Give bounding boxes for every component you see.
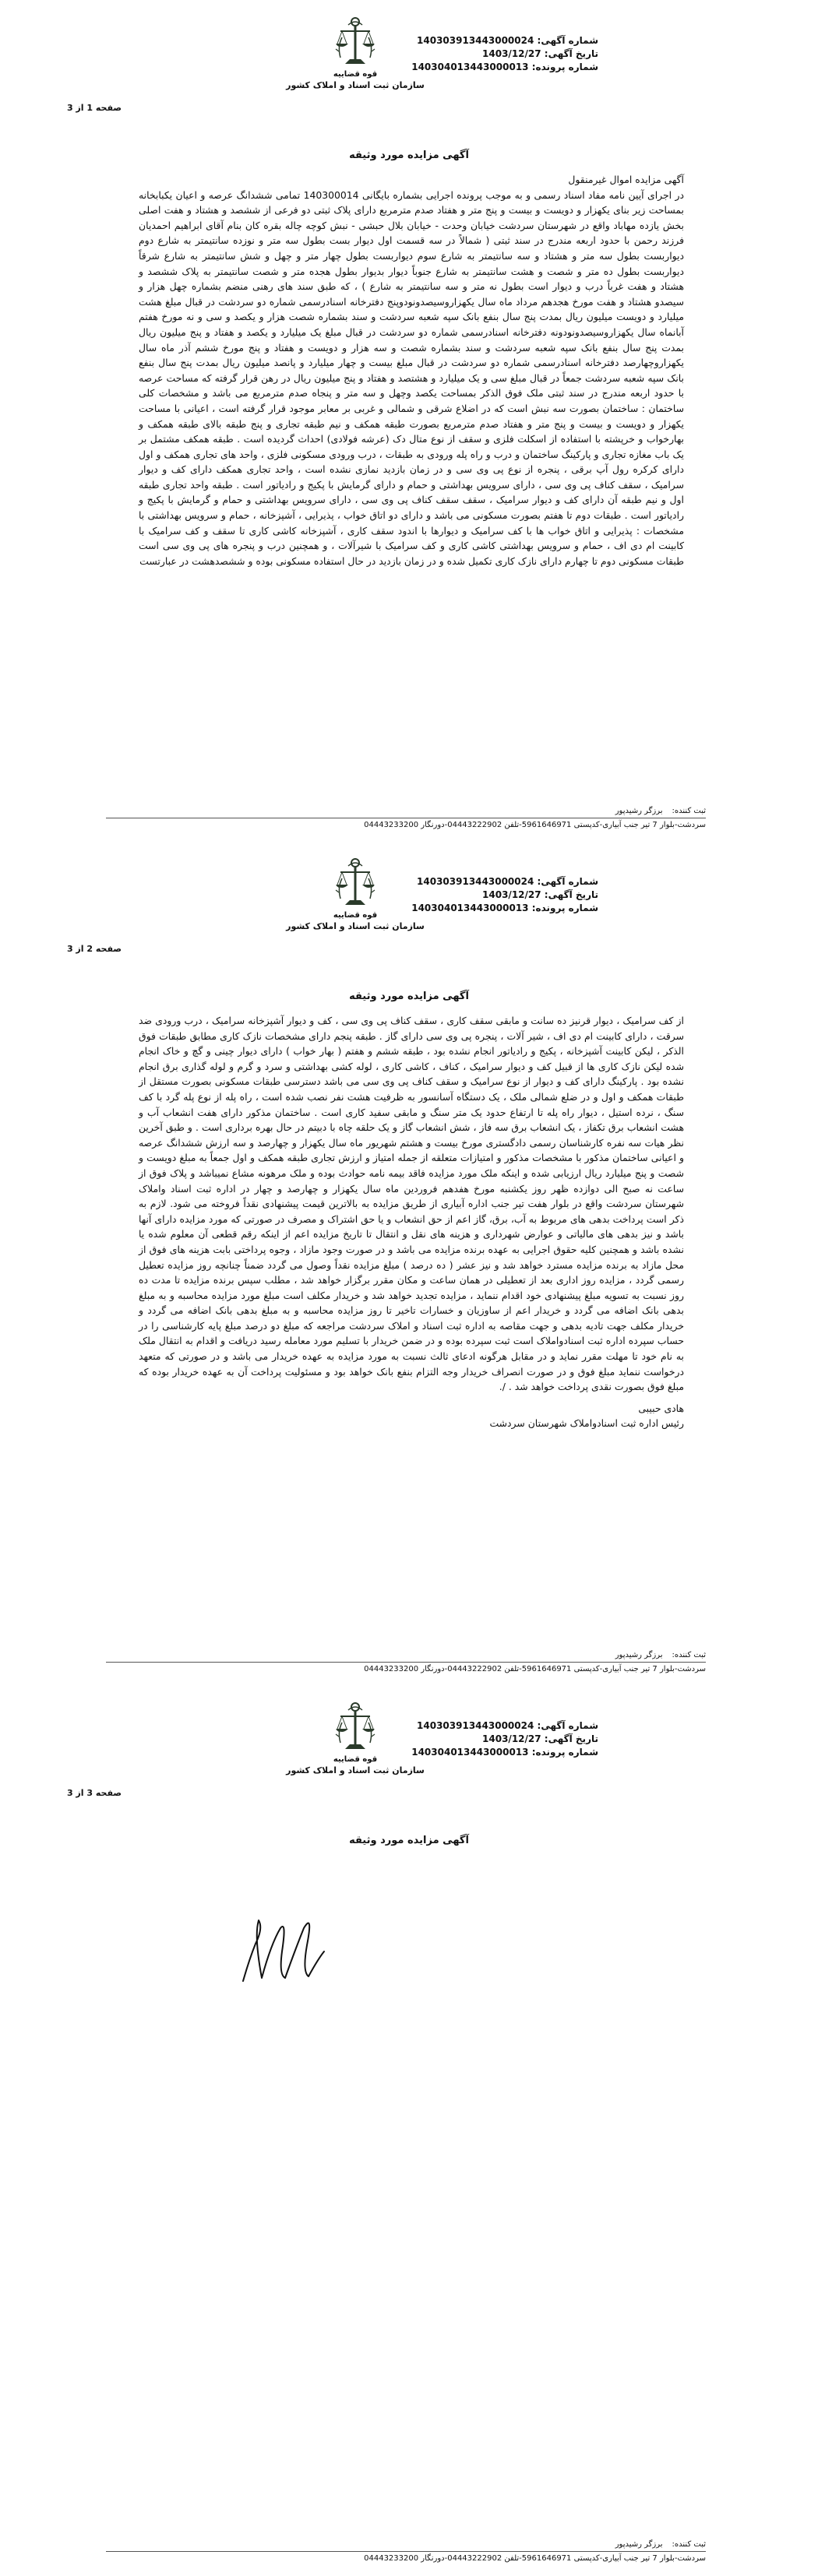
scales-of-justice-icon	[334, 857, 376, 913]
org-emblem	[277, 857, 433, 958]
page-number: صفحه 1 از 3	[66, 103, 122, 113]
footer-address: سردشت-بلوار 7 تیر جنب آبیاری-کدپستی 5961646971-تلفن 04443222902-دورنگار 04443233200	[364, 821, 706, 829]
file-number-label: شماره پرونده:	[531, 1747, 598, 1758]
notice-meta	[411, 34, 598, 74]
page-header	[0, 0, 818, 132]
date-value: 1403/12/27	[482, 1733, 541, 1744]
ad-number-value: 140303913443000024	[417, 35, 534, 46]
file-number-value: 140304013443000013	[411, 62, 529, 72]
notice-page-3	[0, 1685, 818, 2576]
org-name: سازمان ثبت اسناد و املاک کشور	[286, 1765, 425, 1775]
issuer-value: برزگر رشیدپور	[615, 1651, 663, 1659]
scales-of-justice-icon	[334, 16, 376, 72]
scales-of-justice-icon	[334, 1701, 376, 1757]
signer-title: رئیس اداره ثبت اسنادواملاک شهرستان سردشت	[489, 1417, 684, 1430]
org-emblem	[277, 16, 433, 117]
judiciary-label: قوه قضاییه	[333, 911, 378, 920]
file-number-label: شماره پرونده:	[531, 62, 598, 72]
notice-page-2	[0, 841, 818, 1685]
notice-title: آگهی مزایده مورد وثیقه	[349, 991, 469, 1002]
issuer-label: ثبت کننده:	[672, 1651, 706, 1659]
notice-body	[139, 172, 684, 568]
file-number-value: 140304013443000013	[411, 903, 529, 913]
org-emblem	[277, 1701, 433, 1802]
ad-number-label: شماره آگهی:	[537, 1720, 598, 1731]
date-value: 1403/12/27	[482, 48, 541, 59]
issuer-label: ثبت کننده:	[672, 2540, 706, 2549]
org-name: سازمان ثبت اسناد و املاک کشور	[286, 921, 425, 931]
date-label: تاریخ آگهی:	[544, 48, 598, 59]
page-footer	[106, 1651, 706, 1673]
page-number: صفحه 3 از 3	[66, 1788, 122, 1798]
page-footer	[106, 2540, 706, 2563]
footer-address: سردشت-بلوار 7 تیر جنب آبیاری-کدپستی 5961646971-تلفن 04443222902-دورنگار 04443233200	[364, 1665, 706, 1673]
signer-name: هادی حبیبی	[638, 1402, 684, 1414]
ad-number-label: شماره آگهی:	[537, 35, 598, 46]
org-name: سازمان ثبت اسناد و املاک کشور	[286, 80, 425, 90]
ad-number-label: شماره آگهی:	[537, 876, 598, 887]
judiciary-label: قوه قضاییه	[333, 1755, 378, 1764]
notice-page-1	[0, 0, 818, 841]
file-number-label: شماره پرونده:	[531, 903, 598, 913]
file-number-value: 140304013443000013	[411, 1747, 529, 1758]
notice-paragraph: از کف سرامیک ، دیوار قرنیز ده سانت و مابقی سقف کاری ، سقف کناف پی وی سی ، کف و دیوار آشپزخانه سرامیک ، درب ورودی ضد سرقت ، دارای کابینت ام دی اف ، شیر آلات ، پنجره پی وی سی دارای گاز . طبقه پنجم دارای مشخصات نازک کاری مطابق طبقات فوق الذکر ، لیکن کابینت آشپزخانه ، پکیج و رادیاتور انجام نشده بود ، طبقه ششم و هفتم ( بهار خواب ) دارای دیوار چینی و گچ و خاک انجام شده لیکن نازک کاری ها از قبیل کف و دیوار سرامیک ، کناف ، کاشی کاری ، لوله کشی بهداشتی و سرد و گرم و لوله گذاری برق انجام نشده بود . پارکینگ دارای کف و دیوار از نوع سرامیک و سقف کناف پی وی سی می باشد دسترسی طبقات مسکونی بصورت مستقل از طبقات همکف و اول و در ضلع شمالی ملک ، یک دستگاه آسانسور به ظرفیت هشت نفر نصب شده است ، راه پله از نوع پله گرد با کف سنگ ، نرده استیل ، دیوار راه پله تا ارتفاع حدود یک متر سنگ و مابقی سفید کاری است . ساختمان مذکور دارای هفت انشعاب آب و هشت انشعاب برق تکفاز ، یک انشعاب برق سه فاز ، شش انشعاب گاز و یک حلقه چاه با دبیتم در حال بهره برداری است . و طبق آخرین نظر هیات سه نفره کارشناسان رسمی دادگستری مورخ بیست و هشتم شهریور ماه سال یکهزار و چهارصد و سه ارزش ششدانگ عرصه و اعیانی ساختمان مذکور با مشخصات مذکور و امتیازات متعلقه از جمله امتیاز و ارزش تجاری طبقه همکف و اول جمعاً به مبلغ دویست و شصت و پنج میلیارد ریال ارزیابی شده و اینکه ملک مورد مزایده فاقد بیمه نامه حوادث بوده و ملک مرهونه مشاع نمیباشد و پلاک فوق از ساعت نه صبح الی دوازده ظهر روز یکشنبه مورخ هفدهم فروردین ماه سال یکهزار و چهارصد و چهار در اداره ثبت اسناد واملاک شهرستان سردشت واقع در بلوار هفت تیر جنب اداره آبیاری از طریق مزایده به بالاترین قیمت پیشنهادی نقداً فروخته می شود. لازم به ذکر است پرداخت بدهی های مربوط به آب، برق، گاز اعم از حق انشعاب و یا حق اشتراک و مصرف در صورتی که مورد مزایده دارای آنها باشد و نیز بدهی های مالیاتی و عوارض شهرداری و هزینه های نقل و انتقال تا تاریخ مزایده اعم از اینکه رقم قطعی آن معلوم شده یا نشده باشد و همچنین کلیه حقوق اجرایی به عهده برنده مزایده می باشد و در صورت وجود مازاد ، وجوه پرداختی بابت هزینه های فوق از محل مازاد به برنده مزایده مسترد خواهد شد و نیز عشر ( ده درصد ) مبلغ مزایده نقداً وصول می گردد ضمناً چنانچه روز مزایده تعطیل رسمی گردد ، مزایده روز اداری بعد از تعطیلی در همان ساعت و مکان مقرر برگزار خواهد شد ، مطلب سپس برنده مزایده تا مدت ده روز نسبت به تسویه مبلغ پیشنهادی خود اقدام ننماید ، مزایده تجدید خواهد شد و خریدار مکلف است مبلغ مورد مزایده محاسبه و به مبلغ بدهی بانک اضافه می گردد و خریدار اعم از ساوزیان و خسارات تاخیر تا روز مزایده محاسبه و به مبلغ بدهی بانک اضافه می گردد و خریدار مکلف جهت تادیه بدهی و جهت مقاصه به اداره ثبت اسناد و املاک سردشت مراجعه که مبلغ دو درصد مبلغ پایه کارشناسی را در حساب سپرده اداره ثبت اسنادواملاک است ثبت سپرده بوده و در ضمن خریدار با تسلیم مورد معامله رسید دریافت و اقدام به انتقال ملک به نام خود تا مهلت مقرر نماید و در مقابل هرگونه ادعای ثالث نسبت به مورد مزایده به عهده خریدار می باشد و در صورتی که متعهد درخواست ننماید مبلغ فوق و در صورت انصراف خریدار وجه التزام بنفع بانک خواهد بود و مسئولیت پرداخت آن به عهده خریدار بوده که مبلغ فوق بصورت نقدی پرداخت خواهد شد . /.	[139, 1015, 684, 1393]
notice-paragraph: در اجرای آیین نامه مفاد اسناد رسمی و به موجب پرونده اجرایی بشماره بایگانی 140300014 تمامی ششدانگ عرصه و اعیان یکبابخانه بمساحت زیر بنای یکهزار و دویست و بیست و پنج متر و هفتاد صدم مترمربع دارای پلاک ثبتی دو فرعی از ششصد و هشتاد و هفت اصلی بخش یازده مهاباد واقع در شهرستان سردشت خیابان وحدت - خیابان بلال حبشی - نبش کوچه چاله بقره کان بنام آقای ابراهیم احمدیان فرزند رحمن با حدود اربعه مندرج در سند ثبتی ( شمالاً در سه قسمت اول دیوار بست بطول سه متر و نوزده سانتیمتر به شارع دوم دیواربست بطول سه متر و هشتاد و سه سانتیمتر به شارع سوم دیواربست بطول چهار متر و چهل و شش سانتیمتر به شارع شرقاً دیواربست بطول ده متر و شصت و هشت سانتیمتر به شارع جنوباً دیوار بدیوار بطول هجده متر و شصت سانتیمتر به پلاک ششصد و هشتاد و هفت غرباً درب و دیوار است بطول نه متر و سه سانتیمتر به شارع ) ، که طبق سند های رهنی منضم بشماره چهل هزار و سیصدو هشتاد و هفت مورخ هجدهم مرداد ماه سال یکهزاروسیصدونودوپنج دفترخانه اسنادرسمی شماره دو سردشت در قبال مبلغ هشت میلیارد و دویست میلیون ریال بمدت پنج سال بنفع بانک سپه شعبه سردشت و سند بشماره شصت هزار و یکصد و سی و نه مورخ هفتم آبانماه سال یکهزاروسیصدونودونه دفترخانه اسنادرسمی شماره دو سردشت در قبال مبلغ یک میلیارد و یکصد و هفتاد و پنج میلیون ریال بمدت پنج سال بنفع بانک سپه شعبه سردشت و سند بشماره شصت و سه هزار و دویست و هفتاد و پنج مورخ ششم آذر ماه سال یکهزاروچهارصد دفترخانه اسنادرسمی شماره دو سردشت در قبال مبلغ بیست و چهار میلیارد و پانصد میلیون ریال بمدت پنج سال بنفع بانک سپه شعبه سردشت جمعاً در قبال مبلغ سی و یک میلیارد و هشتصد و هفتاد و پنج میلیون ریال در رهن قرار گرفته که مساحت عرصه با حدود اربعه مندرج در سند ثبتی ملک فوق الذکر بمساحت یکصد وچهل و سه متر و پنجاه صدم مترمربع می باشد و مشخصات کلی ساختمان : ساختمان بصورت سه نبش است که در اضلاع شرقی و شمالی و غربی بر معابر موجود قرار گرفته است ، اعیانی با مساحت یکهزار و دویست و بیست و پنج متر و هفتاد صدم مترمربع بصورت طبقه همکف و نیم طبقه تجاری و پنج طبقه بالای طبقه همکف و بهارخواب و خرپشته با استفاده از اسکلت فلزی و سقف از نوع متال دک (عرشه فولادی) احداث گردیده است . طبقه همکف مشتمل بر یک باب مغازه تجاری و پارکینگ ساختمان و درب و راه پله ورودی به طبقات ، درب ورودی مسکونی فلزی ، واحد های تجاری همکف و اول دارای کرکره رول آپ برقی ، پنجره از نوع پی وی سی و در زمان بازدید نمازی نشده است ، واحد تجاری همکف دارای کف و دیوار سرامیک ، سقف کناف پی وی سی ، دارای سرویس بهداشتی و حمام و دارای گرمایش با پکیج و رادیاتور است . طبقه واحد تجاری طبقه اول و نیم طبقه آن دارای کف و دیوار سرامیک ، سقف سقف کناف پی وی سی ، دارای سرویس بهداشتی و حمام و گرمایش با پکیج و رادیاتور است . طبقات دوم تا هفتم بصورت مسکونی می باشد و دارای دو اتاق خواب ، پذیرایی ، آشپزخانه ، حمام و سرویس بهداشتی با مشخصات : پذیرایی و اتاق خواب ها با کف سرامیک و دیوارها با اندود سقف کاری ، آشپزخانه کاشی کاری تا سقف و کف سرامیک با کابینت ام دی اف ، حمام و سرویس بهداشتی کاشی کاری و کف سرامیک با شیرآلات ، و همچنین درب و پنجره های پی وی سی است طبقات مسکونی دوم تا چهارم دارای نازک کاری تکمیل شده و در زمان بازدید در حال استفاده مسکونی بوده و ششصدهشت در عبارتست	[139, 188, 684, 567]
date-label: تاریخ آگهی:	[544, 1733, 598, 1744]
notice-heading: آگهی مزایده اموال غیرمنقول	[568, 174, 684, 185]
date-label: تاریخ آگهی:	[544, 889, 598, 900]
notice-title: آگهی مزایده مورد وثیقه	[349, 1835, 469, 1846]
signer-block	[139, 1401, 684, 1431]
issuer-value: برزگر رشیدپور	[615, 2540, 663, 2549]
ad-number-value: 140303913443000024	[417, 1720, 534, 1731]
judiciary-label: قوه قضاییه	[333, 70, 378, 79]
page-footer	[106, 807, 706, 829]
footer-divider	[106, 2551, 706, 2552]
page-number: صفحه 2 از 3	[66, 944, 122, 954]
notice-body	[139, 1013, 684, 1431]
footer-divider	[106, 1662, 706, 1663]
footer-address: سردشت-بلوار 7 تیر جنب آبیاری-کدپستی 5961646971-تلفن 04443222902-دورنگار 04443233200	[364, 2554, 706, 2563]
page-header	[0, 841, 818, 973]
date-value: 1403/12/27	[482, 889, 541, 900]
ad-number-value: 140303913443000024	[417, 876, 534, 887]
notice-title: آگهی مزایده مورد وثیقه	[349, 150, 469, 161]
notice-meta	[411, 1719, 598, 1759]
issuer-label: ثبت کننده:	[672, 807, 706, 815]
issuer-value: برزگر رشیدپور	[615, 807, 663, 815]
notice-meta	[411, 875, 598, 915]
page-header	[0, 1685, 818, 1818]
handwritten-signature	[232, 1897, 349, 1990]
